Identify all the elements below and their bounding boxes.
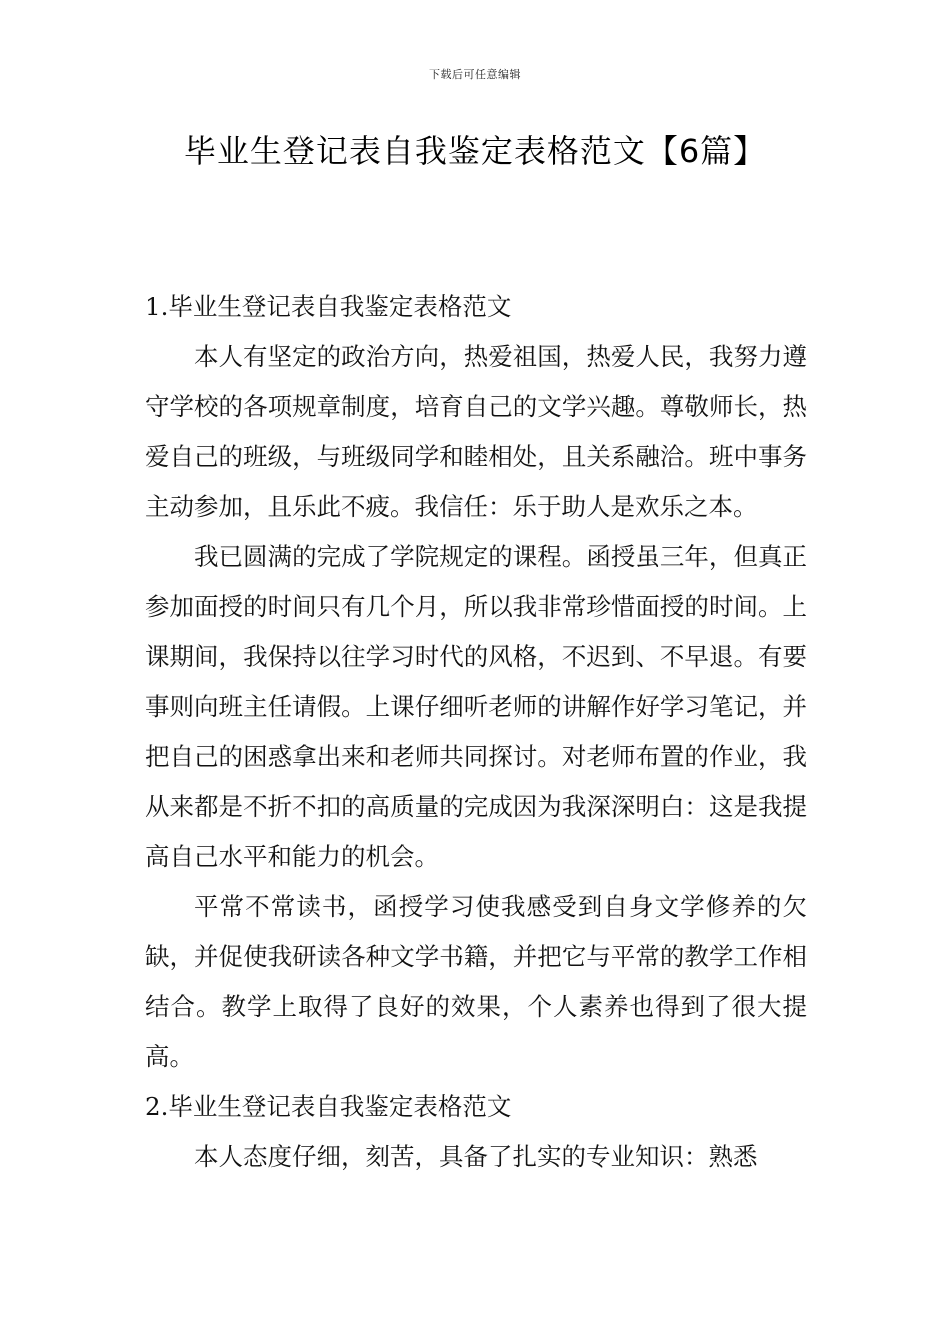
paragraph: 本人有坚定的政治方向，热爱祖国，热爱人民，我努力遵守学校的各项规章制度，培育自己的文学兴趣。尊敬师长，热爱自己的班级，与班级同学和睦相处，且关系融洽。班中事务主动参加，且乐此不疲。我信任：乐于助人是欢乐之本。 xyxy=(145,342,807,521)
document-title: 毕业生登记表自我鉴定表格范文【6篇】 xyxy=(183,132,767,170)
document-body xyxy=(145,282,807,1182)
header-note: 下载后可任意编辑 xyxy=(429,68,521,81)
paragraph: 本人态度仔细，刻苦，具备了扎实的专业知识：熟悉 xyxy=(194,1142,758,1171)
paragraph: 平常不常读书，函授学习使我感受到自身文学修养的欠缺，并促使我研读各种文学书籍，并把它与平常的教学工作相结合。教学上取得了良好的效果，个人素养也得到了很大提高。 xyxy=(145,892,807,1071)
paragraph: 我已圆满的完成了学院规定的课程。函授虽三年，但真正参加面授的时间只有几个月，所以我非常珍惜面授的时间。上课期间，我保持以往学习时代的风格，不迟到、不早退。有要事则向班主任请假。上课仔细听老师的讲解作好学习笔记，并把自己的困惑拿出来和老师共同探讨。对老师布置的作业，我从来都是不折不扣的高质量的完成因为我深深明白：这是我提高自己水平和能力的机会。 xyxy=(145,542,807,871)
section-heading: 1.毕业生登记表自我鉴定表格范文 xyxy=(145,292,512,321)
section-heading: 2.毕业生登记表自我鉴定表格范文 xyxy=(145,1092,512,1121)
